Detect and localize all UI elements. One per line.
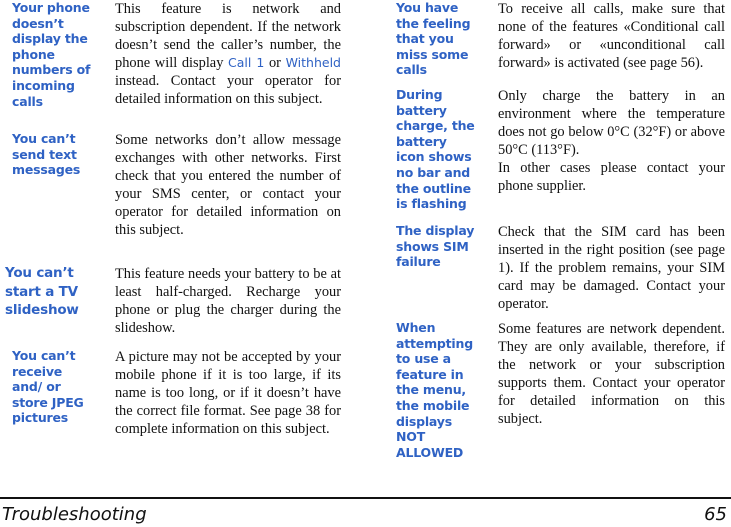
question-sim-failure: The display shows SIM failure [396,223,475,270]
answer-caller-id-text-1: This feature is network and subscription dependent. If the network doesn’t send the caller’s number, the phone will display [115,1,341,71]
footer-section-title: Troubleshooting [2,504,147,525]
withheld-label: Withheld [285,55,341,70]
question-battery-charge: During battery charge, the battery icon shows no bar and the outline is flashing [396,87,475,212]
answer-tv-slideshow: This feature needs your battery to be at least half-charged. Recharge your phone or plug the charger during the slideshow. [115,266,341,336]
answer-battery-charge-para-1: Only charge the battery in an environment where the temperature does not go below 0°C (32°F) or above 50°C (113°F). [498,88,725,158]
question-text-messages: You can’t send text messages [12,131,81,178]
answer-sim-failure: Check that the SIM card has been inserted in the right position (see page 1). If the problem remains, your SIM card may be damaged. Contact your operator. [498,224,725,312]
question-not-allowed: When attempting to use a feature in the menu, the mobile displays NOT ALLOWED [396,320,473,460]
answer-not-allowed: Some features are network dependent. They are only available, therefore, if the network or your subscription supports them. Contact your operator for detailed information on this subject. [498,321,725,427]
answer-caller-id [115,0,341,108]
answer-battery-charge [498,87,725,195]
answer-battery-charge-para-2: In other cases please contact your phone supplier. [498,160,725,194]
answer-text-messages: Some networks don’t allow message exchanges with other networks. First check that you entered the number of your SMS center, or contact your operator for detailed information on this subject. [115,132,341,238]
footer-rule [0,497,731,499]
question-missed-calls: You have the feeling that you miss some calls [396,0,471,78]
question-jpeg-pictures: You can’t receive and/ or store JPEG pictures [12,348,84,426]
answer-caller-id-text-3: instead. Contact your operator for detailed information on this subject. [115,73,341,107]
call-1-label: Call 1 [228,55,265,70]
question-tv-slideshow: You can’t start a TV slideshow [5,265,79,318]
answer-caller-id-text-2: or [264,55,286,71]
answer-missed-calls: To receive all calls, make sure that none of the features «Conditional call forward» or «unconditional call forward» is activated (see page 56). [498,1,725,71]
question-caller-id: Your phone doesn’t display the phone numbers of incoming calls [12,0,91,109]
answer-jpeg-pictures: A picture may not be accepted by your mobile phone if it is too large, if its name is too long, or if it doesn’t have the correct file format. See page 38 for complete information on this subject. [115,349,341,437]
footer-page-number: 65 [704,504,727,525]
